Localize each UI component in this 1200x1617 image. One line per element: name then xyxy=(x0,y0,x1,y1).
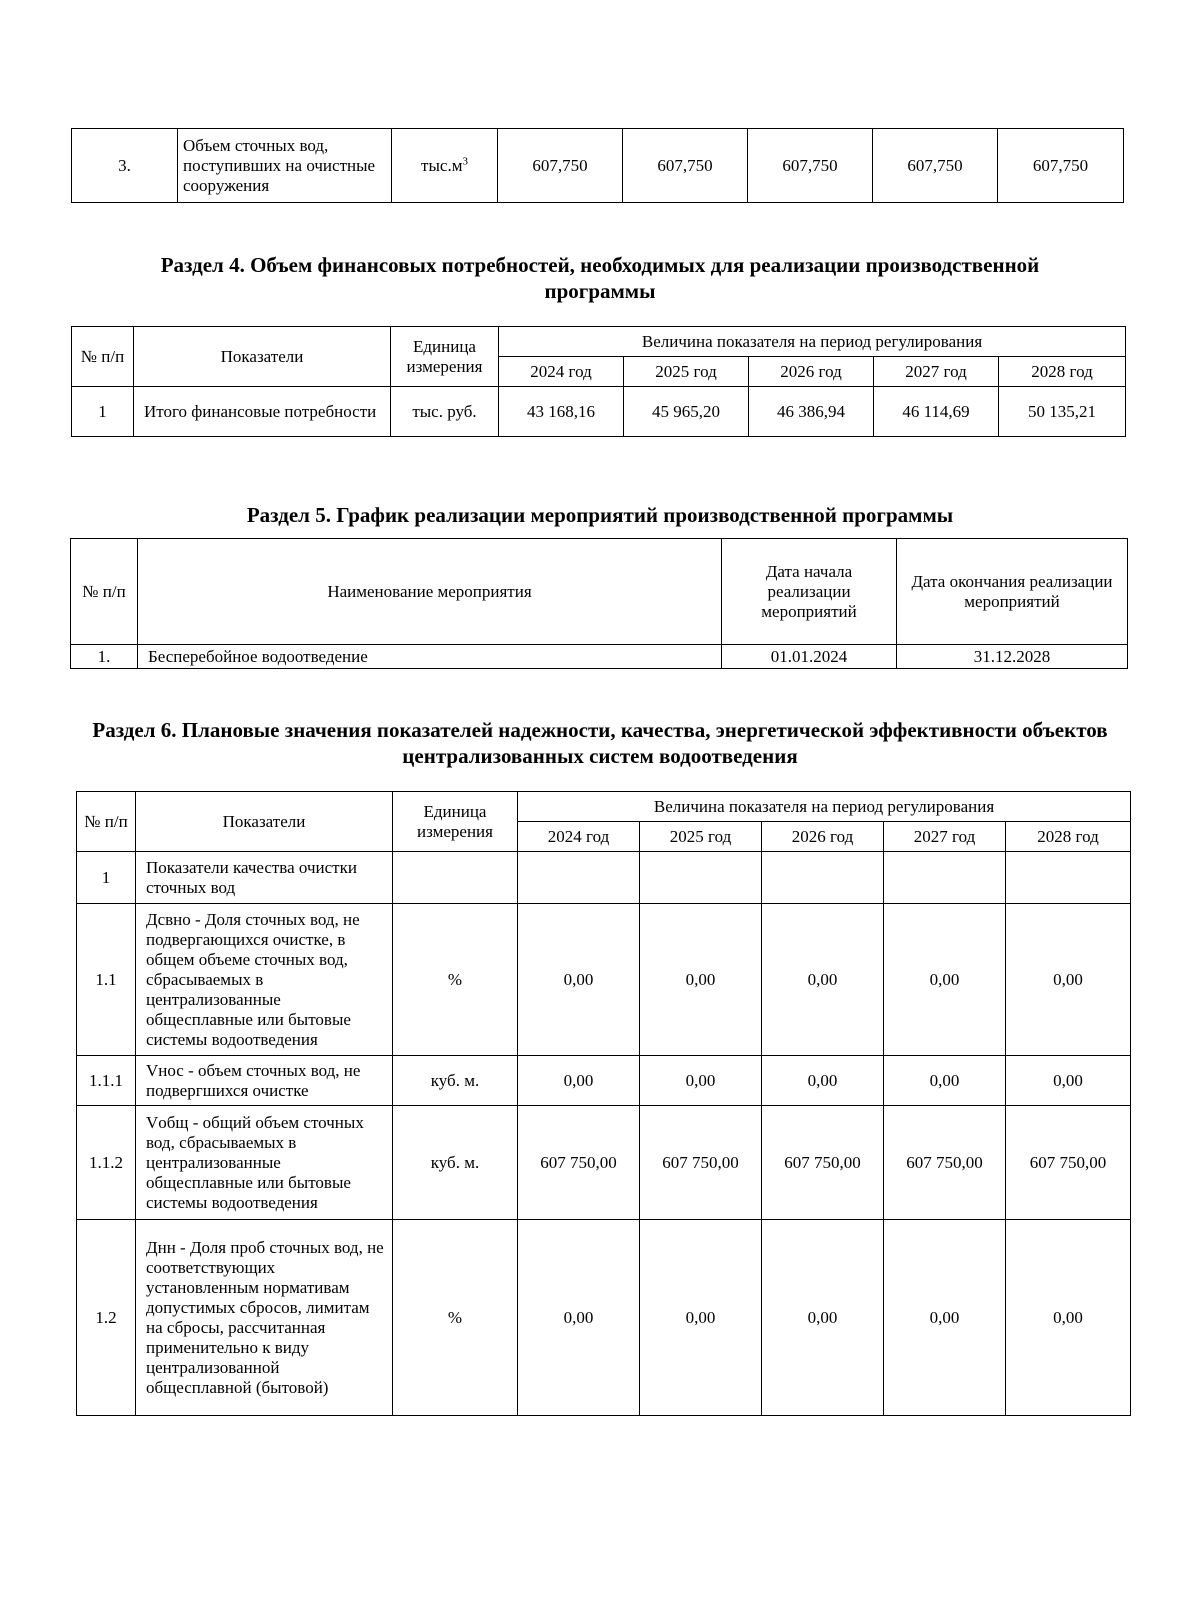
table-row xyxy=(77,1220,1131,1416)
unit-cell: тыс. руб. xyxy=(391,387,499,437)
indicator-name: Итого финансовые потребности xyxy=(134,387,391,437)
value-2025: 607 750,00 xyxy=(640,1106,762,1220)
section4-title: Раздел 4. Объем финансовых потребностей, необходимых для реализации производственной программы xyxy=(160,253,1040,303)
table-row xyxy=(71,645,1128,669)
indicators-table xyxy=(76,791,1131,1416)
value-2026: 46 386,94 xyxy=(749,387,874,437)
value-2024 xyxy=(518,852,640,904)
indicator-name: Днн - Доля проб сточных вод, не соответствующих установленным нормативам допустимых сбросов, лимитам на сбросы, рассчитанная применительно к виду централизованной общесплавной (бытовой) xyxy=(136,1220,393,1416)
start-date: 01.01.2024 xyxy=(722,645,897,669)
measure-name-header: Наименование мероприятия xyxy=(138,539,722,645)
row-number: 1 xyxy=(72,387,134,437)
unit-header: Единица измерения xyxy=(391,327,499,387)
value-2027: 0,00 xyxy=(884,1056,1006,1106)
indicator-name: Vнос - объем сточных вод, не подвергшихся очистке xyxy=(136,1056,393,1106)
unit-cell: % xyxy=(393,1220,518,1416)
value-2027: 0,00 xyxy=(884,1220,1006,1416)
volume-table xyxy=(71,128,1124,203)
value-2024: 607,750 xyxy=(498,129,623,203)
value-2028: 0,00 xyxy=(1006,904,1131,1056)
value-2028 xyxy=(1006,852,1131,904)
value-2028: 607 750,00 xyxy=(1006,1106,1131,1220)
year-header: 2024 год xyxy=(518,822,640,852)
year-header: 2025 год xyxy=(640,822,762,852)
value-2027: 607,750 xyxy=(873,129,998,203)
end-date-header: Дата окончания реализации мероприятий xyxy=(897,539,1128,645)
table-row xyxy=(77,1106,1131,1220)
unit-header: Единица измерения xyxy=(393,792,518,852)
section6-title: Раздел 6. Плановые значения показателей надежности, качества, энергетической эффективности объектов централизованных систем водоотведения xyxy=(92,718,1108,768)
table-row xyxy=(77,904,1131,1056)
indicator-name: Объем сточных вод, поступивших на очистные сооружения xyxy=(178,129,392,203)
value-2028: 607,750 xyxy=(998,129,1124,203)
header-row xyxy=(71,539,1128,645)
value-2026: 607 750,00 xyxy=(762,1106,884,1220)
value-2028: 50 135,21 xyxy=(999,387,1126,437)
end-date: 31.12.2028 xyxy=(897,645,1128,669)
value-2025: 607,750 xyxy=(623,129,748,203)
row-number: 3. xyxy=(72,129,178,203)
table-row xyxy=(72,129,1124,203)
schedule-table xyxy=(70,538,1128,669)
unit-cell: $тыс.м^3$ xyxy=(392,129,498,203)
header-row xyxy=(77,792,1131,822)
row-number: 1.2 xyxy=(77,1220,136,1416)
year-header: 2027 год xyxy=(884,822,1006,852)
value-2027 xyxy=(884,852,1006,904)
year-header: 2026 год xyxy=(749,357,874,387)
year-header: 2024 год xyxy=(499,357,624,387)
year-header: 2026 год xyxy=(762,822,884,852)
table-row xyxy=(77,1056,1131,1106)
indicator-header: Показатели xyxy=(134,327,391,387)
value-2024: 0,00 xyxy=(518,904,640,1056)
row-number: 1.1.2 xyxy=(77,1106,136,1220)
value-2027: 607 750,00 xyxy=(884,1106,1006,1220)
value-2024: 43 168,16 xyxy=(499,387,624,437)
value-2025: 0,00 xyxy=(640,1220,762,1416)
year-header: 2025 год xyxy=(624,357,749,387)
unit-cell: % xyxy=(393,904,518,1056)
value-2025: 0,00 xyxy=(640,904,762,1056)
indicator-name: Дсвно - Доля сточных вод, не подвергающихся очистке, в общем объеме сточных вод, сбрасываемых в централизованные общесплавные или бытовые системы водоотведения xyxy=(136,904,393,1056)
value-2027: 0,00 xyxy=(884,904,1006,1056)
row-number: 1. xyxy=(71,645,138,669)
unit-cell: куб. м. xyxy=(393,1056,518,1106)
value-2028: 0,00 xyxy=(1006,1056,1131,1106)
value-2024: 0,00 xyxy=(518,1056,640,1106)
value-2025: 45 965,20 xyxy=(624,387,749,437)
table-row xyxy=(72,387,1126,437)
value-2024: 0,00 xyxy=(518,1220,640,1416)
unit-cell: куб. м. xyxy=(393,1106,518,1220)
row-number: 1 xyxy=(77,852,136,904)
year-header: 2028 год xyxy=(1006,822,1131,852)
measure-name: Бесперебойное водоотведение xyxy=(138,645,722,669)
num-header: № п/п xyxy=(71,539,138,645)
year-header: 2027 год xyxy=(874,357,999,387)
period-header: Величина показателя на период регулирования xyxy=(499,327,1126,357)
unit-cell xyxy=(393,852,518,904)
section5-title: Раздел 5. График реализации мероприятий производственной программы xyxy=(246,503,954,527)
value-2026 xyxy=(762,852,884,904)
row-number: 1.1.1 xyxy=(77,1056,136,1106)
num-header: № п/п xyxy=(77,792,136,852)
start-date-header: Дата начала реализации мероприятий xyxy=(722,539,897,645)
indicator-name: Vобщ - общий объем сточных вод, сбрасываемых в централизованные общесплавные или бытовые системы водоотведения xyxy=(136,1106,393,1220)
table-row xyxy=(77,852,1131,904)
finance-table xyxy=(71,326,1126,437)
num-header: № п/п xyxy=(72,327,134,387)
value-2025: 0,00 xyxy=(640,1056,762,1106)
value-2025 xyxy=(640,852,762,904)
indicator-name: Показатели качества очистки сточных вод xyxy=(136,852,393,904)
header-row xyxy=(72,327,1126,357)
value-2026: 0,00 xyxy=(762,904,884,1056)
year-header: 2028 год xyxy=(999,357,1126,387)
value-2028: 0,00 xyxy=(1006,1220,1131,1416)
value-2027: 46 114,69 xyxy=(874,387,999,437)
value-2024: 607 750,00 xyxy=(518,1106,640,1220)
indicator-header: Показатели xyxy=(136,792,393,852)
row-number: 1.1 xyxy=(77,904,136,1056)
period-header: Величина показателя на период регулирования xyxy=(518,792,1131,822)
value-2026: 607,750 xyxy=(748,129,873,203)
value-2026: 0,00 xyxy=(762,1220,884,1416)
value-2026: 0,00 xyxy=(762,1056,884,1106)
